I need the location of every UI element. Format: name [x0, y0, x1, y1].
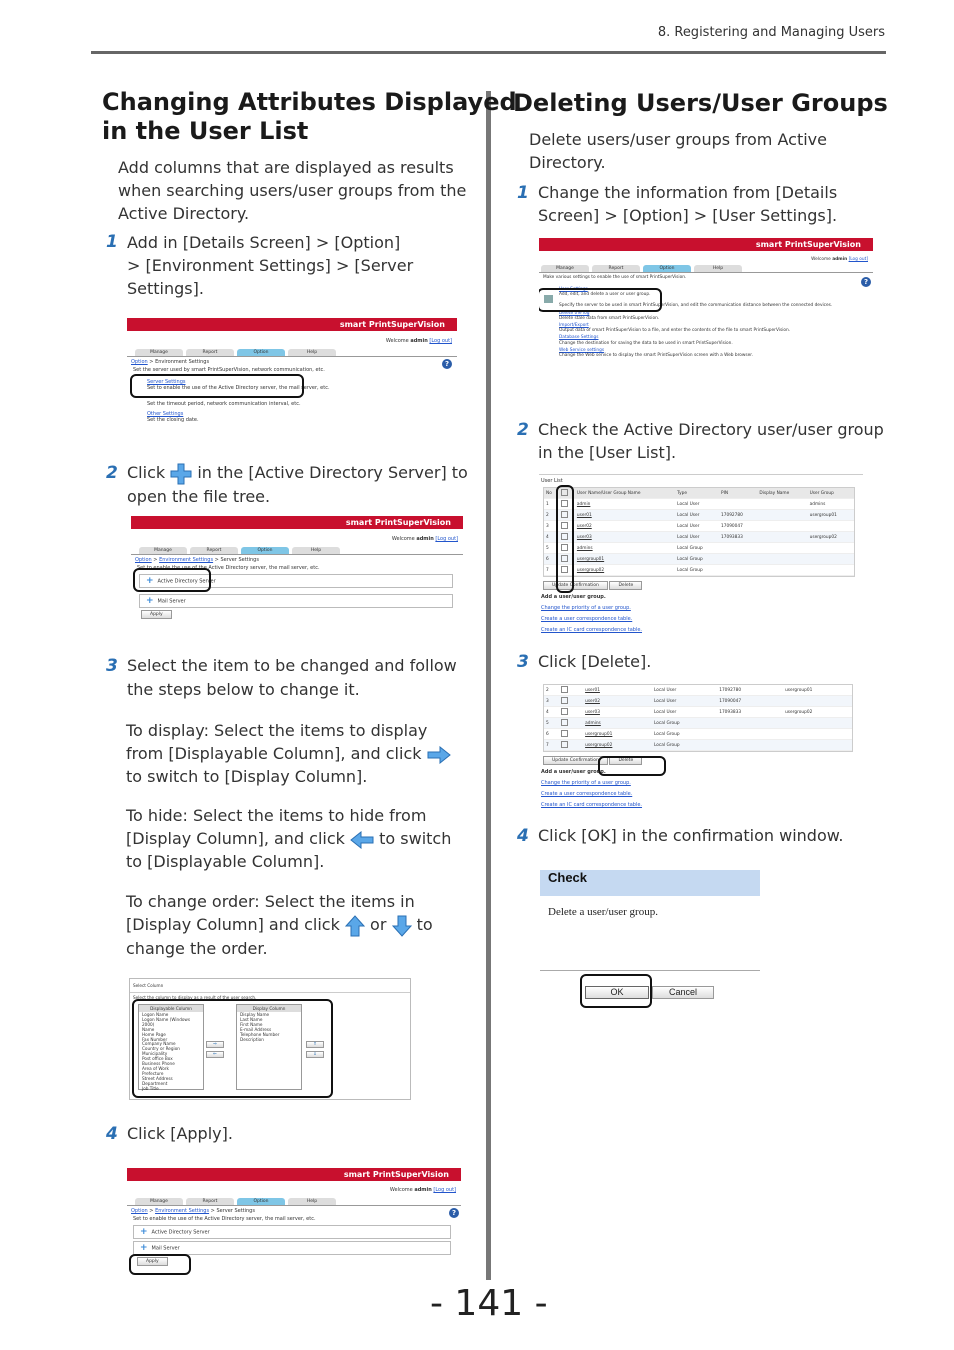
user-settings-icon [544, 295, 553, 303]
highlight-frame [580, 974, 652, 1008]
help-icon[interactable]: ? [449, 1208, 459, 1218]
down-arrow-icon [392, 915, 412, 937]
server-settings-link[interactable]: Server Settings [147, 379, 186, 385]
column-option[interactable]: Business Phone [142, 1061, 175, 1067]
tab-option[interactable]: Option [643, 265, 691, 272]
page-description: Set the server used by smart PrintSuperVision, network communication, etc. [133, 367, 325, 373]
step-number: 2 [106, 463, 118, 483]
confirmation-dialog [540, 870, 760, 1010]
highlight-frame [130, 374, 304, 398]
row-checkbox[interactable] [561, 697, 568, 704]
tab-option[interactable]: Option [237, 349, 285, 356]
update-confirmation-button[interactable]: Update Confirmation [543, 756, 608, 765]
import-export-link[interactable]: Import/Export [559, 323, 589, 329]
column-divider [486, 91, 491, 1280]
priority-link[interactable]: Change the priority of a user group. [541, 605, 631, 611]
mail-server-row[interactable]: + Mail Server [139, 594, 453, 608]
screenshot-user-list: User List No User Name/User Group Name Type PIN Display Name User Group 1 admin Local User admins 2 user01 Local User 17092780 usergroup01 3 user02 Local User 17090047 4 user03 Local User 17093833 usergroup02 5 admins Local Group 6 usergroup01 Local Group 7 usergroup02 Local Group Update Confirmation Delete Add a user/user group. Change the priority of a user group. Create a user correspondence table. Create an IC card correspondence table. [539, 474, 863, 641]
table-row[interactable]: 3 user02 Local User 17090047 [544, 696, 852, 707]
user-name-link[interactable]: usergroup01 [583, 729, 652, 740]
user-name-link[interactable]: admins [575, 543, 675, 554]
mail-server-row[interactable]: + Mail Server [133, 1241, 451, 1255]
table-row[interactable]: 7 usergroup02 Local Group [544, 565, 854, 576]
tab-option[interactable]: Option [241, 547, 289, 554]
database-settings-link[interactable]: Database Settings [559, 335, 599, 341]
screenshot-delete: 2 user01 Local User 17092780 usergroup01 3 user02 Local User 17090047 4 user03 Local User 17093833 usergroup02 5 admins Local Group 6 usergroup01 Local Group 7 usergroup02 Local Group Update Confirmation Delete Add a user/user group. Change the priority of a user group. Create a user correspondence table. Create an IC card correspondence table. [539, 684, 857, 810]
plus-icon [170, 463, 192, 485]
screenshot-server-settings: smart PrintSuperVision Welcome admin [Log out] Manage Report Option Help Option > Environment Settings > Server Settings Set to enable the use of the Active Directory server, the mail server, etc. + Active Directory Server + Mail Server Apply [131, 516, 463, 634]
update-confirmation-button[interactable]: Update Confirmation [543, 581, 608, 590]
help-icon[interactable]: ? [442, 359, 452, 369]
tab-report[interactable]: Report [186, 349, 234, 356]
step-number: 1 [517, 183, 529, 203]
column-option[interactable]: E-mail Address [240, 1026, 272, 1032]
user-name-link[interactable]: usergroup02 [583, 740, 652, 751]
left-arrow-icon [350, 831, 374, 849]
column-option[interactable]: Municipality [142, 1051, 168, 1057]
display-instructions: To display: Select the items to display from [Displayable Column], and click to switch to [Display Column]. [126, 719, 451, 788]
table-row[interactable]: 3 user02 Local User 17090047 [544, 521, 854, 532]
breadcrumb: Option > Environment Settings > Server Settings [131, 1208, 255, 1214]
table-row[interactable]: 6 usergroup01 Local Group [544, 729, 852, 740]
highlight-frame [539, 288, 662, 312]
tab-help[interactable]: Help [292, 547, 340, 554]
chapter-header: 8. Registering and Managing Users [657, 25, 885, 40]
step-number: 4 [106, 1124, 118, 1144]
step-text: Click [Apply]. [127, 1124, 233, 1143]
step-text: Click [OK] in the confirmation window. [538, 826, 844, 845]
user-settings-link[interactable]: User Settings [559, 287, 588, 292]
highlight-frame [556, 485, 574, 593]
highlight-frame [132, 999, 333, 1098]
row-checkbox[interactable] [561, 708, 568, 715]
tab-manage[interactable]: Manage [135, 349, 183, 356]
move-up-button[interactable]: ⇑ [306, 1041, 324, 1048]
ad-server-row[interactable]: + Active Directory Server [139, 574, 453, 588]
column-option[interactable]: Post office Box [142, 1056, 173, 1062]
screenshot-option-page: smart PrintSuperVision Welcome admin [Log out] Manage Report Option Help Make various settings to enable the use of smart PrintSuperVision. ? User Settings Add, edit, and delete a user or user group. Specify the server to be used in smart PrintSuperVision, and edit the communication distance between the connected devices. Delete the log Delete stale data from smart PrintSuperVision. Import/Export Output data of smart PrintSuperVision to a file, and enter the contents of the file to smart PrintSuperVision. Database Settings Change the destination for saving the data to be used in smart PrintSuperVision. Web Service settings Change the Web service to display the smart PrintSuperVision screen with a Web browser. [539, 238, 873, 404]
welcome-line: Welcome admin [Log out] [385, 338, 452, 344]
move-right-button[interactable]: ⇒ [206, 1041, 224, 1048]
left-section-title: Changing Attributes Displayed in the User List [102, 88, 517, 145]
user-list-table [544, 685, 852, 751]
tab-manage[interactable]: Manage [139, 547, 187, 554]
user-name-link[interactable]: user03 [575, 532, 675, 543]
step-text: Check the Active Directory user/user group in the [User List]. [538, 420, 884, 462]
step-number: 3 [106, 656, 118, 676]
table-row[interactable]: 1 admin Local User admins [544, 499, 854, 510]
column-option[interactable]: Logon Name (Windows 2000) [142, 1016, 191, 1027]
correspondence-link[interactable]: Create a user correspondence table. [541, 616, 633, 622]
breadcrumb: Option > Environment Settings [131, 359, 210, 365]
step-number: 1 [106, 232, 118, 252]
user-name-link[interactable]: user03 [583, 707, 652, 718]
column-option[interactable]: Display Name [240, 1012, 270, 1017]
column-option[interactable]: Description [240, 1036, 264, 1042]
table-row[interactable]: 2 user01 Local User 17092780 usergroup01 [544, 685, 852, 696]
table-row[interactable]: 4 user03 Local User 17093833 usergroup02 [544, 707, 852, 718]
hide-instructions: To hide: Select the items to hide from [Display Column], and click to switch to [Displayable Column]. [126, 806, 452, 871]
delete-button[interactable]: Delete [609, 581, 642, 590]
column-option[interactable]: Prefecture [142, 1070, 164, 1076]
user-name-link[interactable]: user01 [575, 510, 675, 521]
ic-card-link[interactable]: Create an IC card correspondence table. [541, 627, 643, 633]
page-number: - 141 - [430, 1283, 548, 1324]
step-text: Add in [Details Screen] > [Option] > [Environment Settings] > [Server Settings]. [127, 233, 414, 298]
dialog-title: Check [540, 870, 760, 896]
ok-button[interactable]: OK [585, 986, 649, 999]
column-option[interactable]: Area of Work [142, 1065, 169, 1071]
right-section-title: Deleting Users/User Groups [513, 89, 888, 117]
tab-report[interactable]: Report [190, 547, 238, 554]
user-name-link[interactable]: user02 [575, 521, 675, 532]
column-option[interactable]: Home Page [142, 1031, 166, 1037]
up-arrow-icon [345, 915, 365, 937]
user-name-link[interactable]: usergroup02 [575, 565, 675, 576]
column-option[interactable]: Telephone Number [240, 1031, 280, 1037]
column-option[interactable]: First Name [240, 1021, 263, 1027]
delete-button[interactable]: Delete [609, 756, 642, 765]
left-intro: Add columns that are displayed as results when searching users/user groups from the Active Directory. [118, 158, 467, 223]
screenshot-environment-settings: smart PrintSuperVision Welcome admin [Log out] Manage Report Option Help Option > Environment Settings Set the server used by smart PrintSuperVision, network communication, etc. ? Server Settings Set to enable the use of the Active Directory server, the mail server, etc. Set the timeout period, network communication interval, etc. Other Settings Set the closing date. [127, 318, 457, 440]
highlight-frame [598, 756, 666, 776]
step-number: 3 [517, 652, 529, 672]
move-down-button[interactable]: ⇓ [306, 1051, 324, 1058]
screenshot-select-column: Select Column Select the column to display as a result of the user search. Displayable Column Logon Name Logon Name (Windows 2000) Name Home Page Fax Number Company Name Country or Region Municipality Post office Box Business Phone Area of Work Prefecture Street Address Department Job Title Display Column Display Name Last Name First Name E-mail Address Telephone Number Description ⇒ ⇐ ⇑ ⇓ [129, 978, 411, 1100]
column-option[interactable]: Street Address [142, 1075, 173, 1081]
tab-help[interactable]: Help [694, 265, 742, 272]
tab-report[interactable]: Report [592, 265, 640, 272]
cancel-button[interactable]: Cancel [652, 986, 714, 999]
tab-option[interactable]: Option [237, 1198, 285, 1205]
step-number: 4 [517, 826, 529, 846]
display-column-list[interactable]: Display Column Display Name Last Name First Name E-mail Address Telephone Number Description [236, 1004, 302, 1090]
tab-help[interactable]: Help [288, 349, 336, 356]
tab-report[interactable]: Report [186, 1198, 234, 1205]
user-name-link[interactable]: admin [575, 499, 675, 510]
screenshot-apply: smart PrintSuperVision Welcome admin [Log out] Manage Report Option Help Option > Environment Settings > Server Settings Set to enable the use of the Active Directory server, the mail server, etc. ? + Active Directory Server + Mail Server Apply [127, 1168, 461, 1280]
row-checkbox[interactable] [561, 730, 568, 737]
user-name-link[interactable]: admins [583, 718, 652, 729]
table-row[interactable]: 7 usergroup02 Local Group [544, 740, 852, 751]
table-row[interactable]: 2 user01 Local User 17092780 usergroup01 [544, 510, 854, 521]
right-intro: Delete users/user groups from Active Directory. [529, 130, 827, 172]
logout-link[interactable]: [Log out] [429, 338, 452, 344]
step-text: Click [Delete]. [538, 652, 652, 671]
ad-server-row[interactable]: + Active Directory Server [133, 1225, 451, 1239]
breadcrumb: Option > Environment Settings > Server Settings [135, 557, 259, 563]
column-option[interactable]: Department [142, 1080, 168, 1086]
tab-help[interactable]: Help [288, 1198, 336, 1205]
user-list-table: No User Name/User Group Name Type PIN Display Name User Group 1 admin Local User admins 2 user01 Local User 17092780 usergroup01 3 user02 Local User 17090047 4 user03 Local User 17093833 usergroup02 5 admins Local Group 6 usergroup01 Local Group 7 usergroup02 Local Group [544, 488, 854, 576]
add-user-link[interactable]: Add a user/user group. [541, 594, 606, 600]
table-row[interactable]: 5 admins Local Group [544, 718, 852, 729]
column-option[interactable]: Logon Name [142, 1012, 169, 1017]
plus-icon: + [146, 576, 154, 586]
row-checkbox[interactable] [561, 719, 568, 726]
web-service-link[interactable]: Web Service settings [559, 347, 605, 353]
brand-bar: smart PrintSuperVision [127, 318, 457, 331]
apply-button[interactable]: Apply [141, 610, 172, 619]
step-text: Change the information from [Details Screen] > [Option] > [User Settings]. [538, 183, 838, 225]
delete-log-link[interactable]: Delete the log [559, 310, 590, 316]
table-row[interactable]: 5 admins Local Group [544, 543, 854, 554]
tab-manage[interactable]: Manage [541, 265, 589, 272]
column-option[interactable]: Fax Number [142, 1036, 168, 1042]
apply-button[interactable]: Apply [137, 1257, 168, 1266]
user-name-link[interactable]: user01 [583, 685, 652, 696]
column-option[interactable]: Last Name [240, 1016, 263, 1022]
order-instructions: To change order: Select the items in [Display Column] and click or to change the order. [126, 892, 433, 958]
step-number: 2 [517, 420, 529, 440]
highlight-frame [133, 568, 211, 592]
plus-icon: + [146, 596, 154, 606]
tab-manage[interactable]: Manage [135, 1198, 183, 1205]
displayable-column-list[interactable]: Displayable Column Logon Name Logon Name (Windows 2000) Name Home Page Fax Number Company Name Country or Region Municipality Post office Box Business Phone Area of Work Prefecture Street Address Department Job Title [138, 1004, 204, 1090]
column-option[interactable]: Job Title [142, 1085, 159, 1091]
step-text: Select the item to be changed and follow the steps below to change it. [127, 656, 457, 699]
column-option[interactable]: Company Name [142, 1041, 176, 1047]
user-name-link[interactable]: usergroup01 [575, 554, 675, 565]
other-settings-link[interactable]: Other Settings [147, 411, 184, 417]
move-left-button[interactable]: ⇐ [206, 1051, 224, 1058]
header-rule [91, 51, 886, 54]
row-checkbox[interactable] [561, 741, 568, 748]
dialog-message: Delete a user/user group. [548, 906, 658, 918]
row-checkbox[interactable] [561, 686, 568, 693]
column-option[interactable]: Country or Region [142, 1046, 180, 1052]
table-row[interactable]: 6 usergroup01 Local Group [544, 554, 854, 565]
column-option[interactable]: Name [142, 1026, 155, 1032]
right-arrow-icon [427, 746, 451, 764]
help-icon[interactable]: ? [861, 277, 871, 287]
table-row[interactable]: 4 user03 Local User 17093833 usergroup02 [544, 532, 854, 543]
user-name-link[interactable]: user02 [583, 696, 652, 707]
highlight-frame [129, 1254, 191, 1275]
step-text: Click in the [Active Directory Server] to open the file tree. [127, 463, 468, 506]
